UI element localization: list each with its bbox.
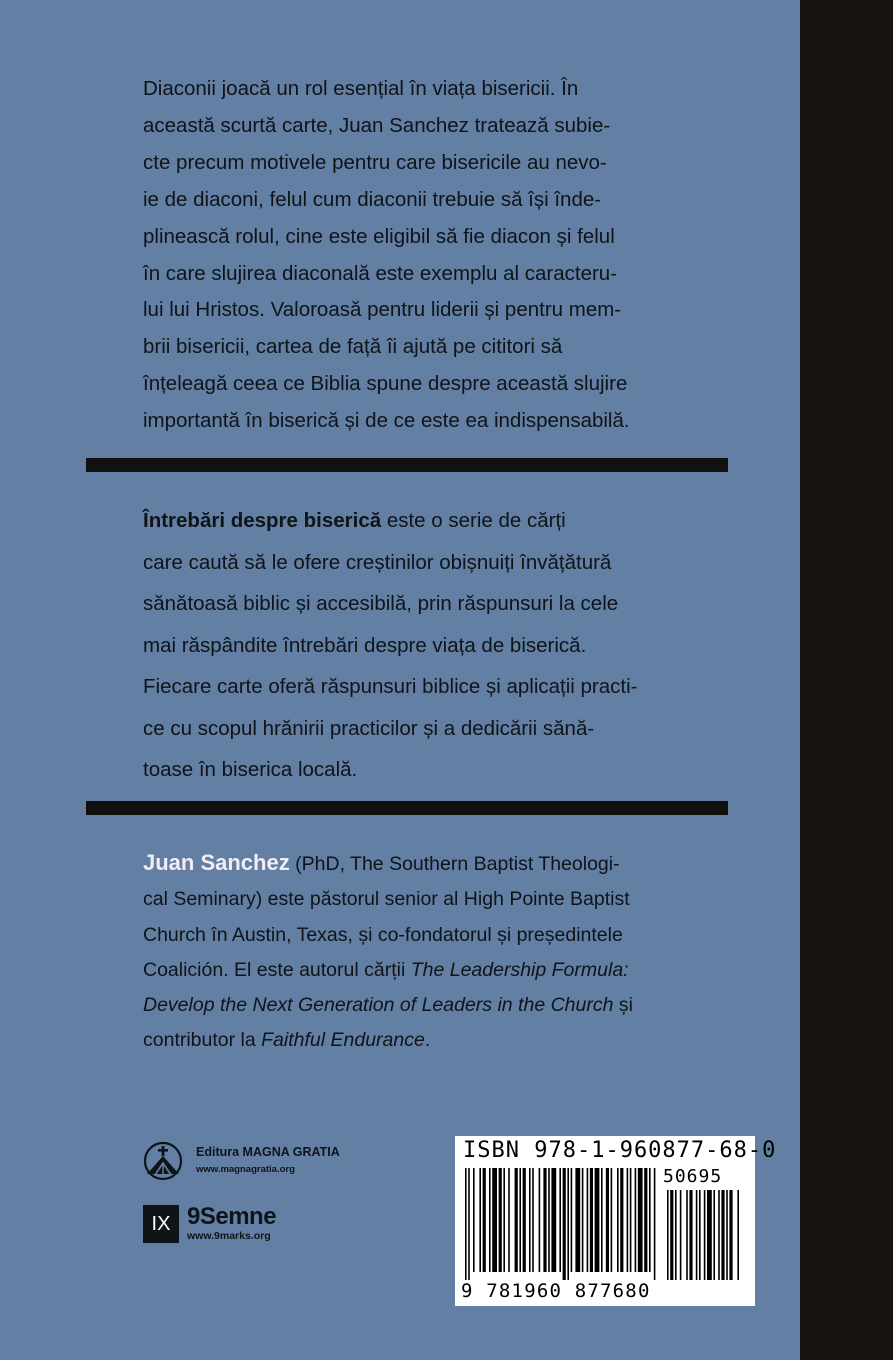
blurb-line: Diaconii joacă un rol esențial în viața bisericii. În (143, 77, 579, 100)
isbn-barcode (455, 1136, 777, 1306)
blurb-line: lui lui Hristos. Valoroasă pentru liderii și pentru mem- (143, 298, 622, 322)
series-line: mai răspândite întrebări despre viața de biserică. (143, 633, 587, 657)
divider-rule (86, 458, 728, 472)
publisher-9marks (143, 1205, 343, 1245)
barcode-digits: 9 781960 877680 (461, 1280, 651, 1302)
divider-rule (86, 801, 728, 815)
publisher-name: 9Semne (187, 1203, 277, 1230)
series-line: Fiecare carte oferă răspunsuri biblice și aplicații practi- (143, 675, 638, 698)
publisher-name: Editura MAGNA GRATIA (196, 1145, 340, 1159)
bio-line (143, 1023, 657, 1058)
book-spine (800, 0, 893, 1360)
series-line: care caută să le ofere creștinilor obișnuiți învățătură (143, 550, 612, 574)
series-paragraph (143, 500, 657, 791)
author-bio (143, 845, 657, 1059)
bio-text: . (424, 1029, 431, 1052)
mountain-cross-logo-icon (143, 1141, 183, 1181)
blurb-line: în care slujirea diaconală este exemplu al caracteru- (143, 261, 618, 285)
bio-line: cal Seminary) este păstorul senior al High Pointe Baptist (143, 888, 630, 911)
blurb-line: ie de diaconi, felul cum diaconii trebuie să își înde- (143, 187, 602, 211)
series-line: ce cu scopul hrănirii practicilor și a dedicării sănă- (143, 716, 595, 740)
bio-text: Coalición. El este autorul cărții (143, 958, 411, 981)
publisher-url: www.magnagratia.org (196, 1164, 295, 1175)
series-line: sănătoasă biblic și accesibilă, prin răspunsuri la cele (143, 592, 619, 615)
bio-text: (PhD, The Southern Baptist Theologi- (289, 853, 620, 875)
ix-logo-icon: IX (143, 1205, 179, 1243)
series-line (143, 500, 657, 542)
blurb-line: cte precum motivele pentru care bisericile au nevo- (143, 150, 607, 174)
bio-line (143, 953, 657, 988)
blurb-line: înțeleagă ceea ce Biblia spune despre această slujire (143, 372, 628, 396)
blurb-line: brii bisericii, cartea de față îi ajută pe cititori să (143, 335, 563, 359)
blurb-paragraph (143, 71, 657, 440)
barcode-addon-digits: 50695 (663, 1166, 723, 1187)
bio-line (143, 845, 657, 882)
publisher-url: www.9marks.org (187, 1230, 271, 1242)
book-title: The Leadership Formula: (410, 958, 629, 981)
bio-line: Church în Austin, Texas, și co-fondatorul și președintele (143, 923, 623, 946)
series-line-rest: este o serie de cărți (381, 509, 566, 532)
bio-line (143, 988, 657, 1023)
book-title: Develop the Next Generation of Leaders in the Church (143, 994, 614, 1017)
bio-text: contributor la (143, 1029, 262, 1052)
isbn-number: ISBN 978-1-960877-68-0 (463, 1138, 777, 1163)
blurb-line: importantă în biserică și de ce este ea indispensabilă. (143, 409, 630, 433)
book-title: Faithful Endurance (261, 1029, 425, 1052)
series-line: toase în biserica locală. (143, 758, 358, 781)
bio-text: și (613, 994, 633, 1017)
series-name: Întrebări despre biserică (143, 509, 382, 532)
blurb-line: această scurtă carte, Juan Sanchez tratează subie- (143, 113, 611, 137)
barcode-bars (465, 1168, 750, 1280)
publisher-magna-gratia (143, 1141, 403, 1185)
author-name: Juan Sanchez (143, 850, 290, 875)
blurb-line: plinească rolul, cine este eligibil să fie diacon și felul (143, 224, 615, 248)
